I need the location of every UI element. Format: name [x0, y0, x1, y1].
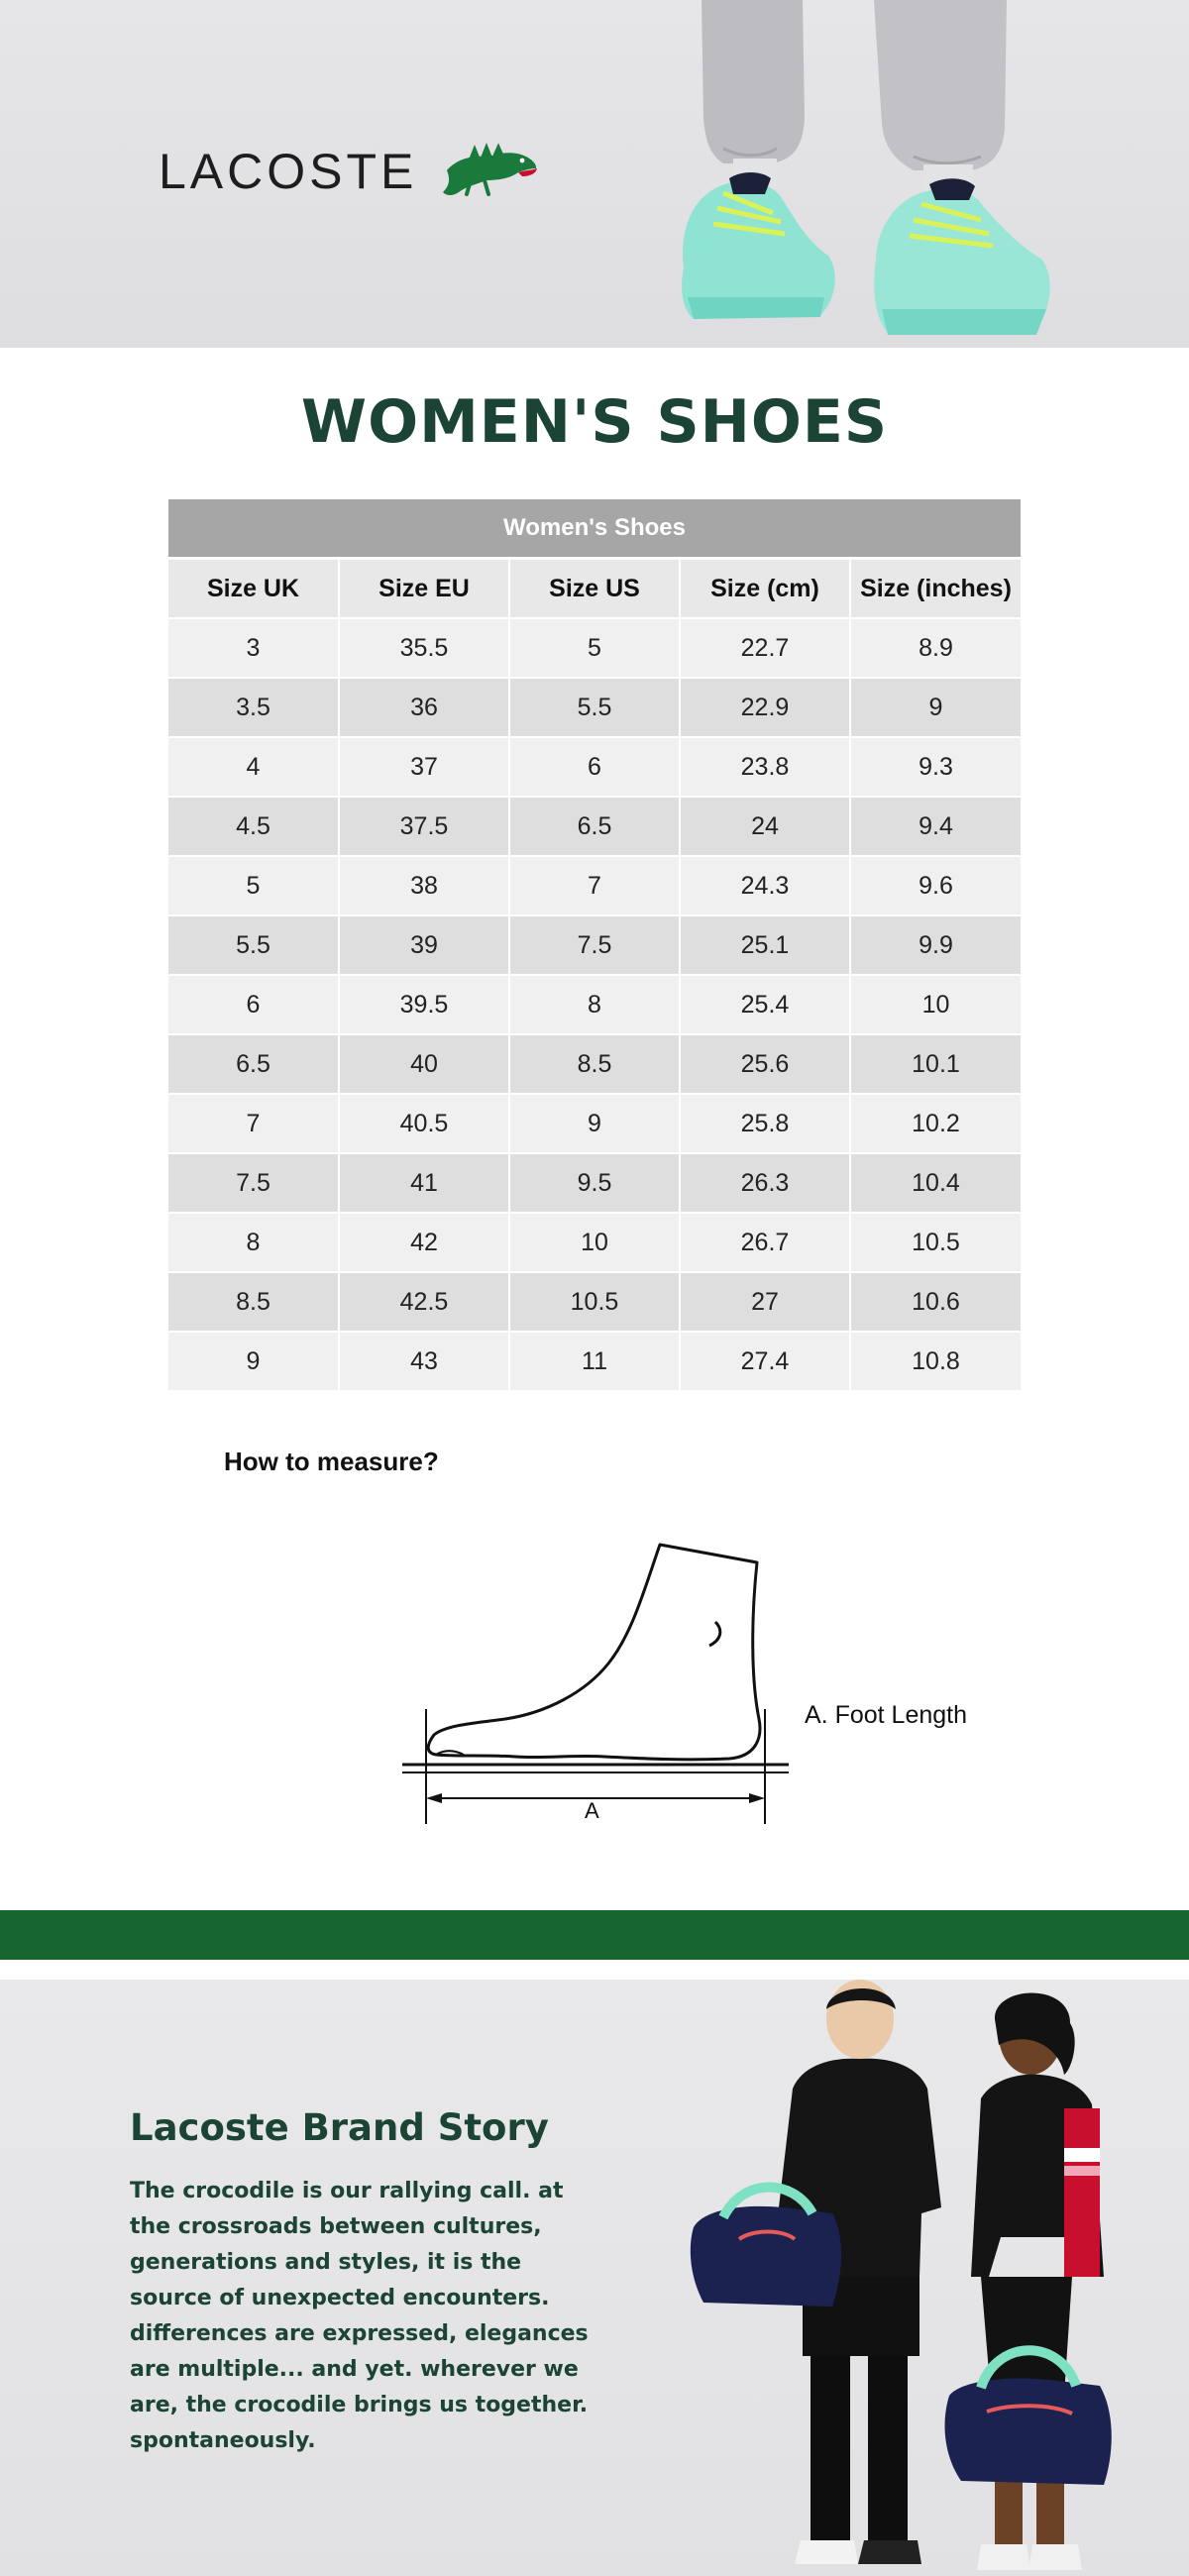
- table-cell: 22.7: [680, 618, 850, 678]
- table-cell: 7: [168, 1094, 339, 1153]
- table-cell: 10: [850, 975, 1021, 1034]
- size-chart-table: [168, 499, 1021, 1392]
- table-cell: 38: [339, 856, 509, 915]
- sneakers-photo: [654, 0, 1070, 348]
- table-cell: 9.4: [850, 797, 1021, 856]
- table-cell: 27: [680, 1272, 850, 1332]
- table-cell: 40: [339, 1034, 509, 1094]
- table-cell: 37.5: [339, 797, 509, 856]
- table-cell: 26.3: [680, 1153, 850, 1213]
- table-cell: 37: [339, 737, 509, 797]
- table-row: [168, 1272, 1021, 1332]
- table-cell: 5.5: [168, 915, 339, 975]
- table-cell: 11: [509, 1332, 680, 1391]
- table-caption: Women's Shoes: [168, 499, 1021, 559]
- table-cell: 6.5: [509, 797, 680, 856]
- table-row: [168, 975, 1021, 1034]
- table-cell: 7: [509, 856, 680, 915]
- table-cell: 5: [509, 618, 680, 678]
- table-cell: 25.6: [680, 1034, 850, 1094]
- table-cell: 5.5: [509, 678, 680, 737]
- table-cell: 6.5: [168, 1034, 339, 1094]
- column-header-size-uk: Size UK: [168, 559, 339, 619]
- table-row: [168, 856, 1021, 915]
- models-photo: [684, 1980, 1189, 2576]
- table-cell: 10.6: [850, 1272, 1021, 1332]
- table-cell: 25.8: [680, 1094, 850, 1153]
- table-cell: 9: [509, 1094, 680, 1153]
- brand-logo[interactable]: [159, 141, 540, 202]
- table-cell: 23.8: [680, 737, 850, 797]
- table-cell: 5: [168, 856, 339, 915]
- table-cell: 8: [168, 1213, 339, 1272]
- table-cell: 7.5: [509, 915, 680, 975]
- table-cell: 10.1: [850, 1034, 1021, 1094]
- column-header-size-us: Size US: [509, 559, 680, 619]
- table-cell: 9: [850, 678, 1021, 737]
- table-row: [168, 1034, 1021, 1094]
- table-cell: 8: [509, 975, 680, 1034]
- table-cell: 27.4: [680, 1332, 850, 1391]
- table-cell: 10.2: [850, 1094, 1021, 1153]
- table-cell: 3: [168, 618, 339, 678]
- table-cell: 10.4: [850, 1153, 1021, 1213]
- brand-story-section: [0, 1980, 1189, 2576]
- table-header-row: [168, 559, 1021, 619]
- table-cell: 8.5: [168, 1272, 339, 1332]
- foot-length-label: A. Foot Length: [805, 1701, 968, 1729]
- table-cell: 9.3: [850, 737, 1021, 797]
- table-cell: 24: [680, 797, 850, 856]
- table-cell: 43: [339, 1332, 509, 1391]
- column-header-size-eu: Size EU: [339, 559, 509, 619]
- table-row: [168, 1332, 1021, 1391]
- table-cell: 6: [509, 737, 680, 797]
- table-cell: 36: [339, 678, 509, 737]
- table-cell: 10: [509, 1213, 680, 1272]
- table-cell: 9.6: [850, 856, 1021, 915]
- table-cell: 4: [168, 737, 339, 797]
- table-cell: 10.5: [509, 1272, 680, 1332]
- brand-story-text: The crocodile is our rallying call. at the crossroads between cultures, generations and styles, it is the source of unexpected encounters. differences are expressed, elegances are multiple... and yet. wherever we are, the crocodile brings us together. spontaneously.: [130, 2179, 589, 2453]
- table-cell: 9.9: [850, 915, 1021, 975]
- table-cell: 40.5: [339, 1094, 509, 1153]
- dimension-label-a: A: [585, 1798, 599, 1823]
- table-cell: 9: [168, 1332, 339, 1391]
- measure-heading: How to measure?: [224, 1447, 439, 1476]
- table-cell: 35.5: [339, 618, 509, 678]
- table-body: [168, 618, 1021, 1391]
- table-row: [168, 915, 1021, 975]
- table-row: [168, 1094, 1021, 1153]
- table-cell: 8.5: [509, 1034, 680, 1094]
- column-header-size-inches: Size (inches): [850, 559, 1021, 619]
- table-cell: 39.5: [339, 975, 509, 1034]
- table-cell: 10.8: [850, 1332, 1021, 1391]
- table-cell: 25.4: [680, 975, 850, 1034]
- brand-wordmark: LACOSTE: [159, 144, 418, 199]
- table-cell: 42: [339, 1213, 509, 1272]
- table-row: [168, 797, 1021, 856]
- hero-banner: [0, 0, 1189, 348]
- table-row: [168, 737, 1021, 797]
- table-cell: 3.5: [168, 678, 339, 737]
- table-cell: 7.5: [168, 1153, 339, 1213]
- table-cell: 26.7: [680, 1213, 850, 1272]
- table-cell: 41: [339, 1153, 509, 1213]
- table-cell: 6: [168, 975, 339, 1034]
- table-cell: 22.9: [680, 678, 850, 737]
- table-row: [168, 1153, 1021, 1213]
- column-header-size-cm: Size (cm): [680, 559, 850, 619]
- table-cell: 4.5: [168, 797, 339, 856]
- table-cell: 10.5: [850, 1213, 1021, 1272]
- table-row: [168, 678, 1021, 737]
- foot-measure-diagram: [396, 1531, 793, 1828]
- table-cell: 25.1: [680, 915, 850, 975]
- brand-divider-band: [0, 1910, 1189, 1960]
- table-cell: 24.3: [680, 856, 850, 915]
- table-cell: 39: [339, 915, 509, 975]
- table-cell: 42.5: [339, 1272, 509, 1332]
- table-row: [168, 618, 1021, 678]
- table-cell: 9.5: [509, 1153, 680, 1213]
- table-cell: 8.9: [850, 618, 1021, 678]
- page-title: WOMEN'S SHOES: [300, 387, 889, 457]
- brand-story-title: Lacoste Brand Story: [130, 2106, 549, 2149]
- crocodile-icon: [441, 141, 540, 202]
- table-row: [168, 1213, 1021, 1272]
